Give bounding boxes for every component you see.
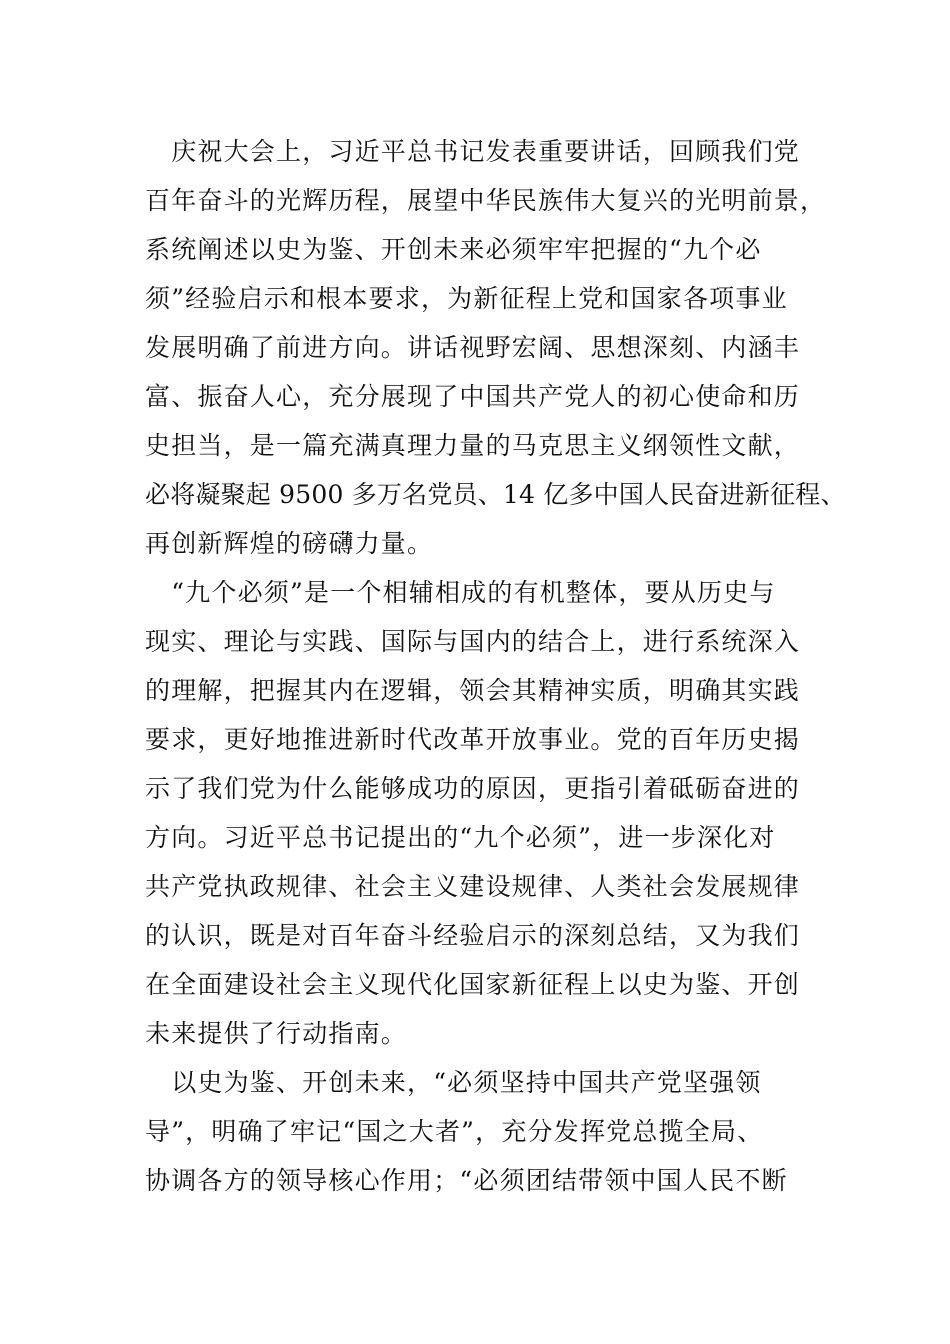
paragraph-1-line-3: 系统阐述以史为鉴、开创未来必须牢牢把握的“九个必 bbox=[145, 235, 762, 264]
paragraph-1-line-6: 富、振奋人心，充分展现了中国共产党人的初心使命和历 bbox=[145, 382, 801, 411]
paragraph-3-line-2: 导”，明确了牢记“国之大者”，充分发挥党总揽全局、 bbox=[145, 1117, 764, 1146]
paragraph-2-line-5: 示了我们党为什么能够成功的原因，更指引着砥砺奋进的 bbox=[145, 774, 801, 803]
paragraph-1-line-4: 须”经验启示和根本要求，为新征程上党和国家各项事业 bbox=[145, 284, 788, 313]
paragraph-2-line-1: “九个必须”是一个相辅相成的有机整体，要从历史与 bbox=[145, 578, 776, 607]
paragraph-1-line-2: 百年奋斗的光辉历程，展望中华民族伟大复兴的光明前景， bbox=[145, 186, 827, 215]
paragraph-1-line-5: 发展明确了前进方向。讲话视野宏阔、思想深刻、内涵丰 bbox=[145, 333, 801, 362]
paragraph-2-line-7: 共产党执政规律、社会主义建设规律、人类社会发展规律 bbox=[145, 872, 801, 901]
paragraph-1-line-9: 再创新辉煌的磅礴力量。 bbox=[145, 529, 434, 558]
paragraph-2-line-4: 要求，更好地推进新时代改革开放事业。党的百年历史揭 bbox=[145, 725, 801, 754]
paragraph-3-line-1: 以史为鉴、开创未来，“必须坚持中国共产党坚强领 bbox=[145, 1068, 762, 1097]
paragraph-2-line-3: 的理解，把握其内在逻辑，领会其精神实质，明确其实践 bbox=[145, 676, 801, 705]
paragraph-2-line-10: 未来提供了行动指南。 bbox=[145, 1019, 408, 1048]
paragraph-2-line-8: 的认识，既是对百年奋斗经验启示的深刻总结，又为我们 bbox=[145, 921, 801, 950]
paragraph-2-line-2: 现实、理论与实践、国际与国内的结合上，进行系统深入 bbox=[145, 627, 801, 656]
paragraph-2-line-9: 在全面建设社会主义现代化国家新征程上以史为鉴、开创 bbox=[145, 970, 801, 999]
paragraph-1-line-1: 庆祝大会上，习近平总书记发表重要讲话，回顾我们党 bbox=[145, 137, 801, 166]
paragraph-1-line-8: 必将凝聚起 9500 多万名党员、14 亿多中国人民奋进新征程、 bbox=[145, 480, 846, 509]
paragraph-3-line-3: 协调各方的领导核心作用；“必须团结带领中国人民不断 bbox=[145, 1166, 788, 1195]
paragraph-1-line-7: 史担当，是一篇充满真理力量的马克思主义纲领性文献， bbox=[145, 431, 801, 460]
paragraph-2-line-6: 方向。习近平总书记提出的“九个必须”，进一步深化对 bbox=[145, 823, 776, 852]
